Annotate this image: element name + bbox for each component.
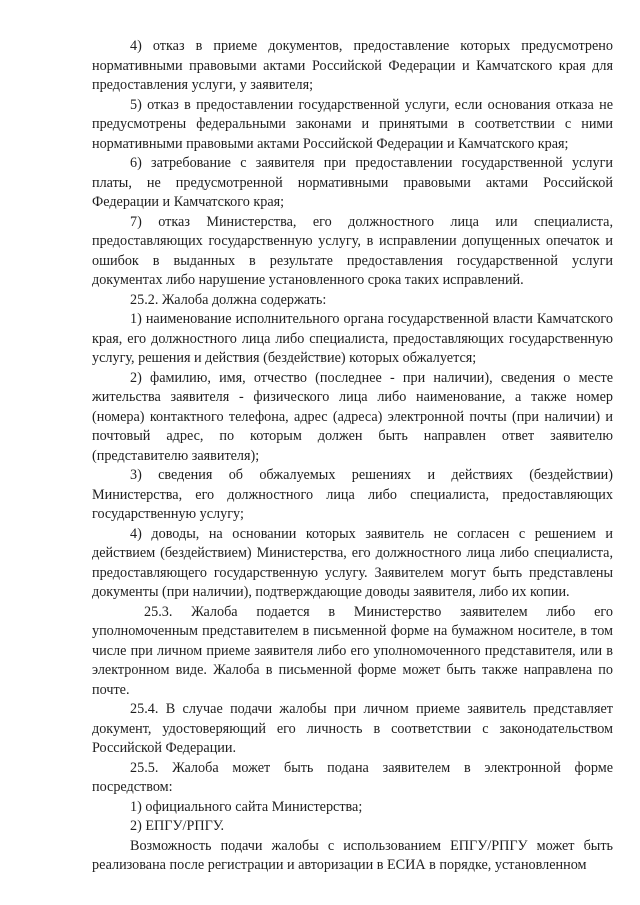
paragraph-complaint-item-1: 1) наименование исполнительного органа государственной власти Камчатского края, его должностного лица либо специалиста, предоставляющих государственную услугу, решения и действия (бездействие) которых обжалуется;: [92, 311, 613, 366]
document-body: [92, 37, 613, 876]
paragraph-epgu-possibility: Возможность подачи жалобы с использованием ЕПГУ/РПГУ может быть реализована после регистрации и авторизации в ЕСИА в порядке, установленном: [92, 837, 613, 873]
paragraph-channel-epgu-rpgu: 2) ЕПГУ/РПГУ.: [130, 818, 225, 834]
paragraph-item-7-correction-refusal: 7) отказ Министерства, его должностного лица или специалиста, предоставляющих государственную услугу, в исправлении допущенных опечаток и ошибок в выданных в результате предоставления государственной услуги документах либо нарушение установленного срока таких исправлений.: [92, 213, 613, 288]
paragraph-item-6-fee-demand: 6) затребование с заявителя при предоставлении государственной услуги платы, не предусмотренной нормативными правовыми актами Российской Федерации и Камчатского края;: [92, 155, 613, 210]
section-25-3: 25.3. Жалоба подается в Министерство заявителем либо его уполномоченным представителем в письменной форме на бумажном носителе, в том числе при личном приеме заявителя либо его уполномоченного представителя, или в электронном виде. Жалоба в письменной форме может быть также направлена по почте.: [92, 603, 613, 698]
section-25-5: 25.5. Жалоба может быть подана заявителем в электронной форме посредством:: [92, 759, 613, 795]
paragraph-item-4-refusal-documents: 4) отказ в приеме документов, предоставление которых предусмотрено нормативными правовыми актами Российской Федерации и Камчатского края для предоставления услуги, у заявителя;: [92, 38, 613, 93]
paragraph-item-5-refusal-service: 5) отказ в предоставлении государственной услуги, если основания отказа не предусмотрены федеральными законами и принятыми в соответствии с ними нормативными правовыми актами Российской Федерации и Камчатского края;: [92, 96, 613, 152]
paragraph-complaint-item-4: 4) доводы, на основании которых заявитель не согласен с решением и действием (бездействием) Министерства, его должностного лица либо специалиста, предоставляющего государственную услугу. Заявителем могут быть представлены документы (при наличии), подтверждающие доводы заявителя, либо их копии.: [92, 525, 613, 600]
paragraph-channel-official-site: 1) официального сайта Министерства;: [130, 798, 363, 815]
paragraph-complaint-item-2: 2) фамилию, имя, отчество (последнее - при наличии), сведения о месте жительства заявителя - физического лица либо наименование, а также номер (номера) контактного телефона, адрес (адреса) электронной почты (при наличии) и почтовый адрес, по которым должен быть направлен ответ заявителю (представителю заявителя);: [92, 369, 613, 464]
section-25-4: 25.4. В случае подачи жалобы при личном приеме заявитель представляет документ, удостоверяющий его личность в соответствии с законодательством Российской Федерации.: [92, 701, 613, 756]
section-25-2-heading: 25.2. Жалоба должна содержать:: [130, 291, 327, 308]
paragraph-complaint-item-3: 3) сведения об обжалуемых решениях и действиях (бездействии) Министерства, его должностного лица либо специалиста, предоставляющих государственную услугу;: [92, 467, 613, 522]
